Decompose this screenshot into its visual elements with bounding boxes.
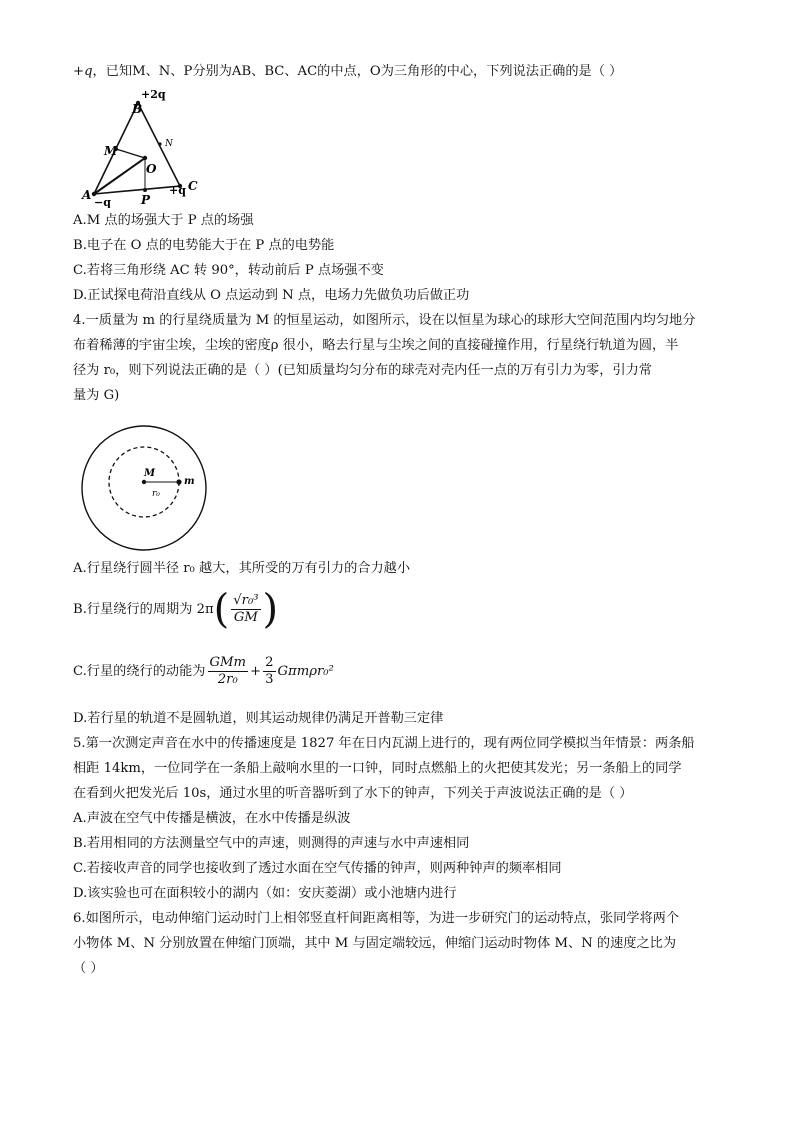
label-C: C (188, 179, 198, 193)
q3-option-d: D.正试探电荷沿直线从 O 点运动到 N 点，电场力先做负功后做正功 (73, 288, 470, 303)
q4-option-c-numerator-1: GMm (209, 655, 247, 670)
q5-option-d: D.该实验也可在面积较小的湖内（如：安庆菱湖）或小池塘内进行 (73, 886, 457, 901)
q3-stem-sign: + (73, 64, 85, 79)
label-A: A (82, 188, 92, 202)
q6-stem-line-2: 小物体 M、N 分别放置在伸缩门顶端，其中 M 与固定端较远，伸缩门运动时物体 M、N 的速度之比为 (73, 936, 677, 951)
q4-option-b-fraction (231, 593, 260, 626)
q3-option-b: B.电子在 O 点的电势能大于在 P 点的电势能 (73, 238, 335, 253)
q4-stem-line-1: 4.一质量为 m 的行星绕质量为 M 的恒星运动，如图所示，设在以恒星为球心的球形大空间范围内均匀地分 (73, 313, 696, 328)
q4-option-b (73, 588, 278, 636)
q5-option-c: C.若接收声音的同学也接收到了透过水面在空气传播的钟声，则两种钟声的频率相同 (73, 861, 562, 876)
label-P: P (141, 193, 151, 207)
paren-open: ( (213, 586, 230, 633)
q4-stem-line-3: 径为 r₀，则下列说法正确的是（ ）(已知质量均匀分布的球壳对壳内任一点的万有引力为零，引力常 (73, 363, 652, 378)
label-C-charge: +q (169, 184, 186, 197)
label-star-M: M (144, 468, 156, 479)
label-r0: r₀ (152, 489, 160, 499)
q6-stem-line-3: （ ） (73, 961, 104, 976)
q4-option-b-text: B.行星绕行的周期为 2π (73, 602, 214, 617)
q4-option-b-numerator: √r₀³ (233, 593, 259, 608)
q3-stem (73, 63, 622, 81)
q4-option-c-fraction-1 (208, 655, 249, 688)
paren-close: ) (262, 586, 279, 633)
q4-option-c-denominator-2: 3 (265, 672, 274, 687)
label-O: O (146, 162, 157, 176)
q4-option-c-plus: + (250, 664, 262, 679)
q4-option-d: D.若行星的轨道不是圆轨道，则其运动规律仍满足开普勒三定律 (73, 711, 444, 726)
label-B: B (132, 102, 143, 116)
q4-option-a: A.行星绕行圆半径 r₀ 越大，其所受的万有引力的合力越小 (73, 561, 411, 576)
q4-option-c-denominator-1: 2r₀ (217, 672, 238, 687)
label-B-charge: +2q (141, 88, 166, 101)
q3-option-a: A.M 点的场强大于 P 点的场强 (73, 213, 254, 228)
q4-option-c-fraction-2 (263, 655, 275, 688)
q3-triangle-figure (80, 86, 210, 208)
q5-option-a: A.声波在空气中传播是横波，在水中传播是纵波 (73, 811, 351, 826)
q4-option-c (73, 652, 334, 694)
q3-option-c: C.若将三角形绕 AC 转 90°，转动前后 P 点场强不变 (73, 263, 384, 278)
q5-stem-line-3: 在看到火把发光后 10s，通过水里的听音器听到了水下的钟声，下列关于声波说法正确的是（ ） (73, 786, 633, 801)
q4-option-c-numerator-2: 2 (265, 655, 274, 670)
q4-orbit-figure (78, 422, 210, 554)
q3-stem-q: q (84, 64, 93, 79)
q4-option-c-tail: Gπmρr₀² (277, 664, 334, 679)
q4-stem-line-2: 布着稀薄的宇宙尘埃，尘埃的密度ρ 很小，略去行星与尘埃之间的直接碰撞作用，行星绕行轨道为圆，半 (73, 338, 679, 353)
q4-option-c-text: C.行星的绕行的动能为 (73, 664, 206, 679)
label-planet-m: m (184, 476, 195, 487)
q6-stem-line-1: 6.如图所示，电动伸缩门运动时门上相邻竖直杆间距离相等，为进一步研究门的运动特点，张同学将两个 (73, 911, 680, 926)
q5-stem-line-1: 5.第一次测定声音在水中的传播速度是 1827 年在日内瓦湖上进行的，现有两位同学模拟当年情景：两条船 (73, 736, 695, 751)
q3-stem-text: ，已知M、N、P分别为AB、BC、AC的中点，O为三角形的中心，下列说法正确的是（ ） (92, 64, 623, 79)
q4-option-b-denominator: GM (233, 610, 258, 625)
q5-stem-line-2: 相距 14km，一位同学在一条船上敲响水里的一口钟，同时点燃船上的火把使其发光；另一条船上的同学 (73, 761, 682, 776)
label-A-charge: −q (94, 196, 111, 208)
label-N: N (165, 139, 173, 149)
q5-option-b: B.若用相同的方法测量空气中的声速，则测得的声速与水中声速相同 (73, 836, 470, 851)
label-M: M (104, 144, 118, 158)
q4-stem-line-4: 量为 G) (73, 388, 120, 403)
